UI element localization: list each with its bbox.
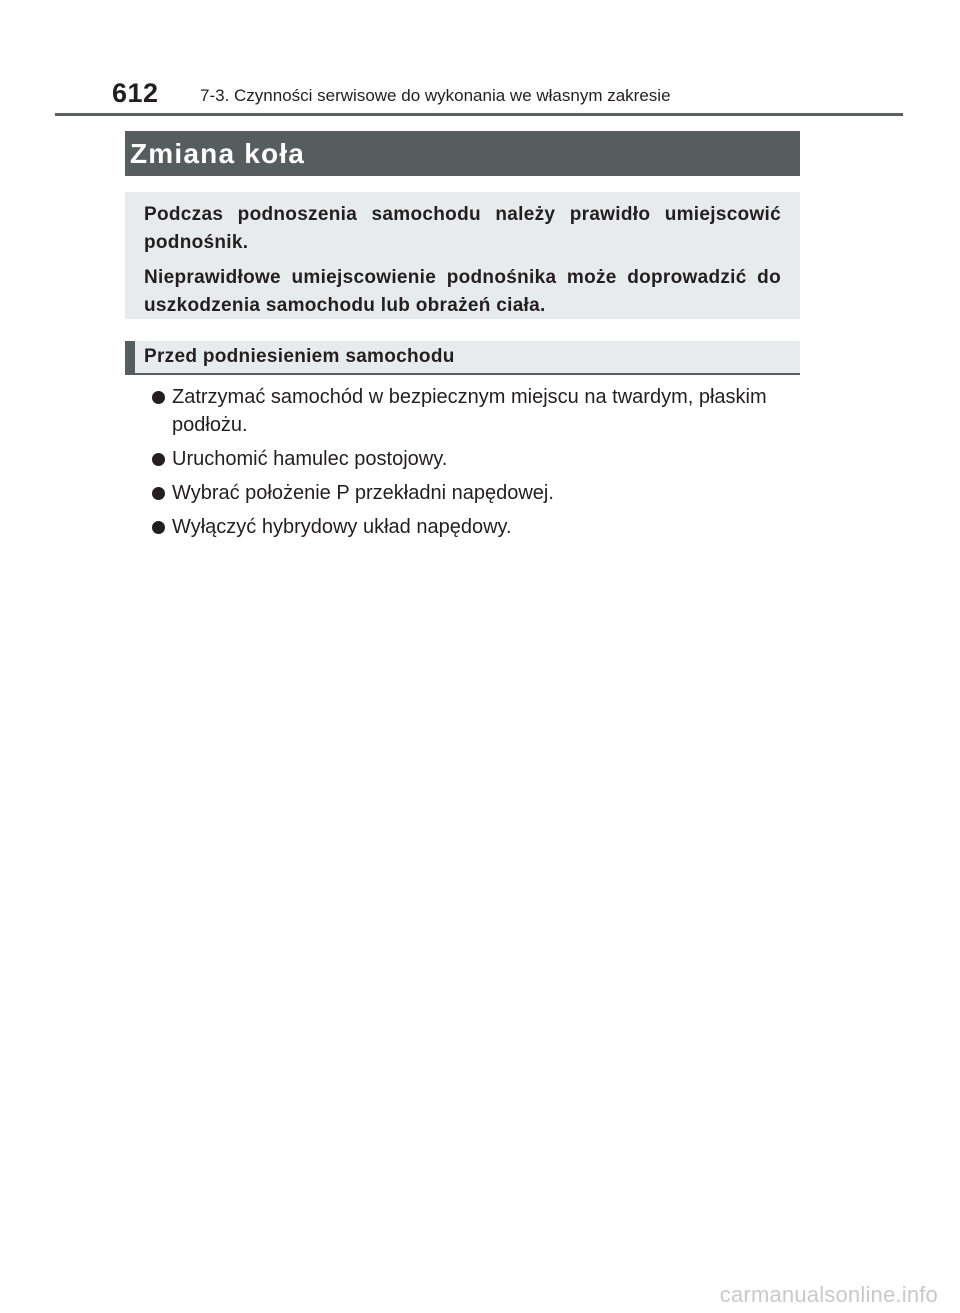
page-number: 612 (112, 78, 159, 108)
running-head: 7-3. Czynności serwisowe do wykonania we własnym zakresie (200, 86, 671, 105)
list-item-text: Zatrzymać samochód w bezpiecznym miejscu na twardym, płaskim podłożu. (172, 386, 767, 436)
list-item (152, 383, 802, 439)
bullet-list (152, 383, 802, 547)
bullet-icon (152, 453, 165, 466)
list-item-text: Wyłączyć hybrydowy układ napędowy. (172, 516, 512, 538)
list-item-text: Uruchomić hamulec postojowy. (172, 448, 448, 470)
list-item-text: Wybrać położenie P przekładni napędowej. (172, 482, 554, 504)
intro-box (125, 192, 800, 319)
section-title: Zmiana koła (130, 138, 306, 169)
bullet-icon (152, 391, 165, 404)
list-item (152, 479, 802, 507)
subsection-title: Przed podniesieniem samochodu (144, 346, 455, 367)
bullet-icon (152, 521, 165, 534)
subsection-title-bar (125, 341, 800, 375)
section-title-bar (125, 131, 800, 176)
list-item (152, 445, 802, 473)
bullet-icon (152, 487, 165, 500)
list-item (152, 513, 802, 541)
intro-paragraph: Podczas podnoszenia samochodu należy prawidło umiejscowić podnośnik. (144, 204, 781, 253)
header-rule (55, 113, 903, 116)
intro-paragraph: Nieprawidłowe umiejscowienie podnośnika może doprowadzić do uszkodzenia samochodu lub obrażeń ciała. (144, 267, 781, 316)
watermark: carmanualsonline.info (719, 1282, 938, 1307)
